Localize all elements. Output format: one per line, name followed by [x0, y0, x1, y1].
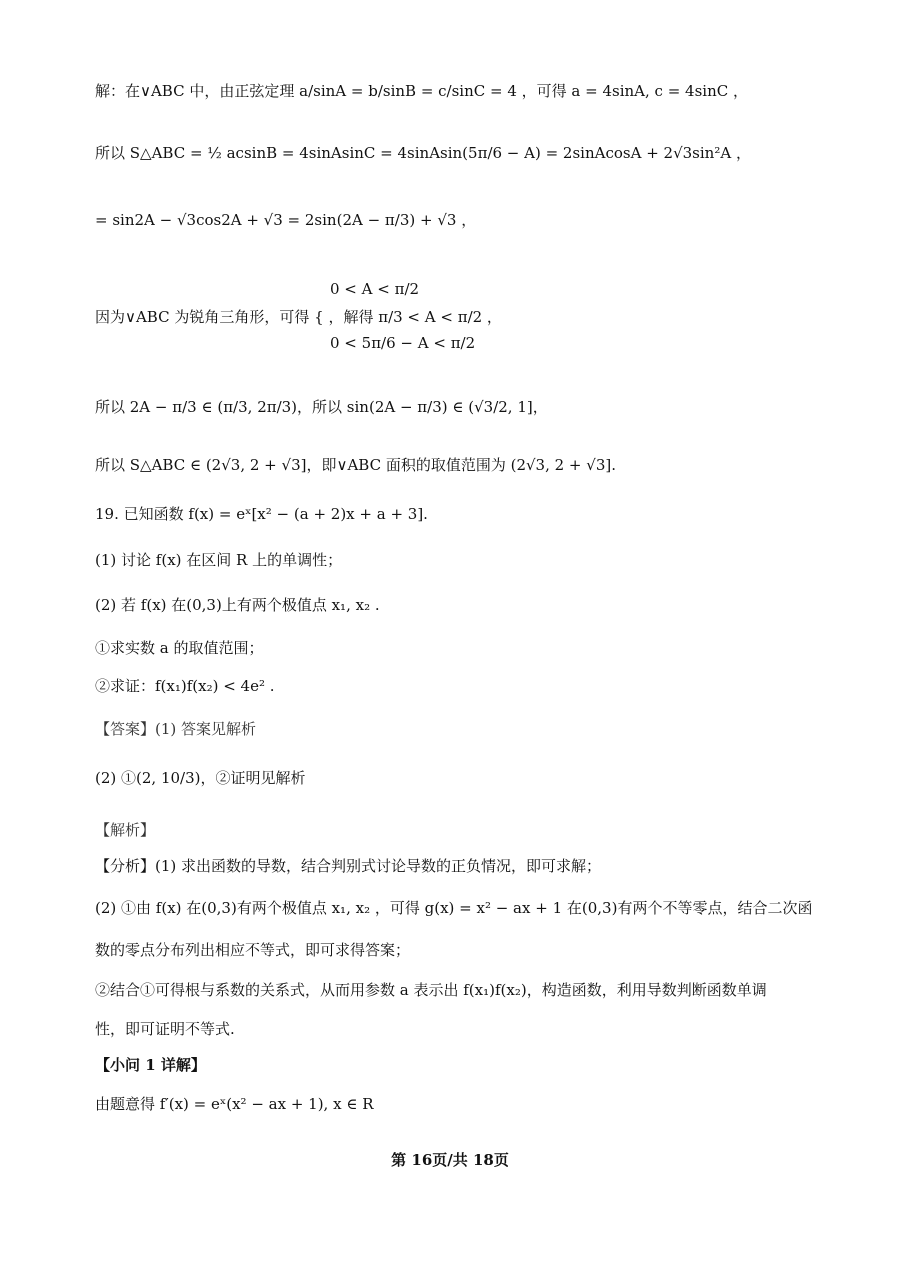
- analysis-line-2: (2) ①由 f(x) 在(0,3)有两个极值点 x₁, x₂ ，可得 g(x) = x² − ax + 1 在(0,3)有两个不等零点，结合二次函: [95, 899, 813, 917]
- analysis-line-5: 性，即可证明不等式.: [95, 1020, 235, 1038]
- answer-line-2: (2) ①(2, 10/3)，②证明见解析: [95, 769, 306, 787]
- question-19: 19. 已知函数 f(x) = eˣ[x² − (a + 2)x + a + 3].: [95, 505, 428, 523]
- page-footer: 第 16页/共 18页: [391, 1151, 509, 1169]
- question-19-part2b: ②求证：f(x₁)f(x₂) < 4e² .: [95, 677, 275, 695]
- question-19-part1: (1) 讨论 f(x) 在区间 R 上的单调性；: [95, 551, 343, 569]
- solution-line-1: 解：在∨ABC 中，由正弦定理 a/sinA = b/sinB = c/sinC = 4 ，可得 a = 4sinA, c = 4sinC ，: [95, 82, 748, 100]
- question-19-part2a: ①求实数 a 的取值范围；: [95, 639, 264, 657]
- solution-line-4: 因为∨ABC 为锐角三角形，可得 { ，解得 π/3 < A < π/2 ，: [95, 308, 502, 326]
- analysis-line-4: ②结合①可得根与系数的关系式，从而用参数 a 表示出 f(x₁)f(x₂)，构造函数，利用导数判断函数单调: [95, 981, 767, 999]
- analysis-line-1: 【分析】(1) 求出函数的导数，结合判别式讨论导数的正负情况，即可求解；: [95, 857, 602, 875]
- detail-line-1: 由题意得 f′(x) = eˣ(x² − ax + 1), x ∈ R: [95, 1095, 374, 1113]
- answer-line-1: 【答案】(1) 答案见解析: [95, 720, 257, 738]
- question-19-part2: (2) 若 f(x) 在(0,3)上有两个极值点 x₁, x₂ .: [95, 596, 380, 614]
- analysis-tag: 【解析】: [95, 821, 156, 839]
- solution-line-6: 所以 S△ABC ∈ (2√3, 2 + √3]，即∨ABC 面积的取值范围为 (2√3, 2 + √3].: [95, 456, 616, 474]
- analysis-line-3: 数的零点分布列出相应不等式，即可求得答案；: [95, 941, 411, 959]
- system-line-1: 0 < A < π/2: [330, 280, 420, 298]
- solution-line-2: 所以 S△ABC = ½ acsinB = 4sinAsinC = 4sinAsin(5π/6 − A) = 2sinAcosA + 2√3sin²A ，: [95, 144, 751, 162]
- detail-tag: 【小问 1 详解】: [95, 1056, 206, 1074]
- solution-line-5: 所以 2A − π/3 ∈ (π/3, 2π/3)，所以 sin(2A − π/3) ∈ (√3/2, 1]，: [95, 398, 548, 416]
- system-line-2: 0 < 5π/6 − A < π/2: [330, 334, 476, 352]
- solution-line-3: = sin2A − √3cos2A + √3 = 2sin(2A − π/3) + √3 ，: [95, 211, 477, 229]
